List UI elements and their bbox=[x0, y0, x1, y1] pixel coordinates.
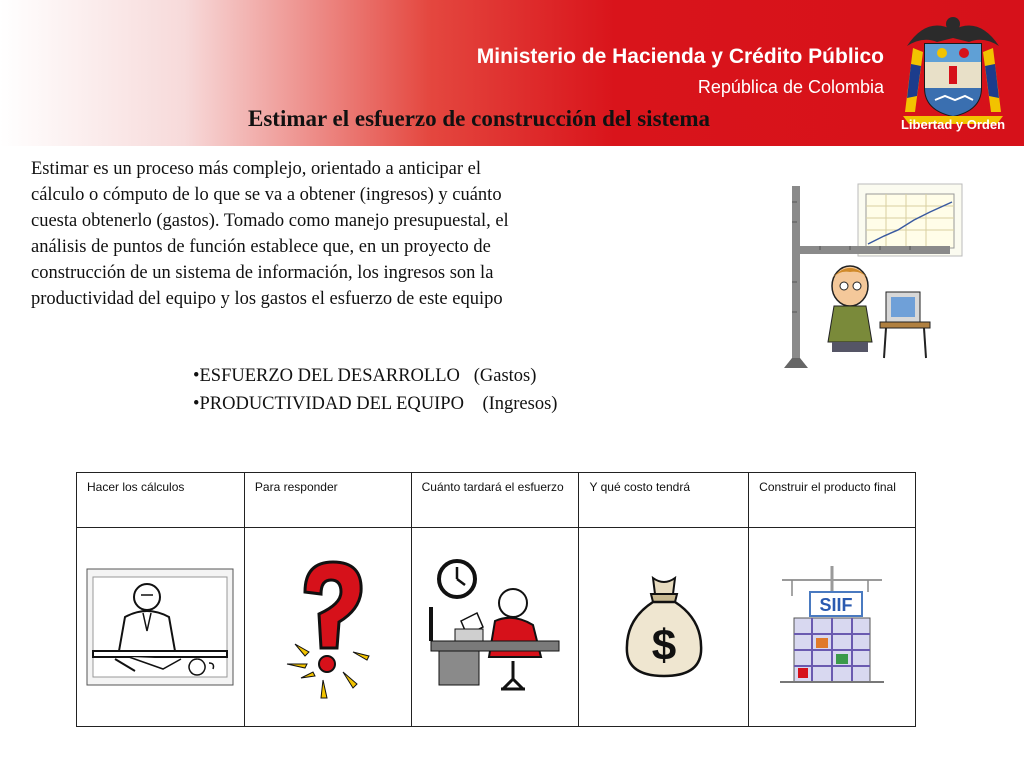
intro-line: cálculo o cómputo de lo que se va a obtener (ingresos) y cuánto bbox=[31, 185, 502, 205]
building-construction-icon bbox=[772, 562, 892, 692]
image-cell bbox=[579, 528, 749, 727]
money-bag-icon bbox=[619, 572, 709, 682]
header-cell: Construir el producto final bbox=[749, 473, 916, 528]
estimation-table bbox=[76, 472, 916, 727]
header-cell: Cuánto tardará el esfuerzo bbox=[411, 473, 579, 528]
intro-line: productividad del equipo y los gastos el esfuerzo de este equipo bbox=[31, 289, 503, 309]
intro-line: cuesta obtenerlo (gastos). Tomado como manejo presupuestal, el bbox=[31, 211, 509, 231]
image-cell bbox=[749, 528, 916, 727]
header-cell: Y qué costo tendrá bbox=[579, 473, 749, 528]
motto: Libertad y Orden bbox=[900, 117, 1006, 132]
table-row bbox=[77, 528, 916, 727]
svg-text:$: $ bbox=[651, 621, 677, 670]
construction-sign-text: SIIF bbox=[819, 595, 853, 615]
clock-worker-icon bbox=[425, 557, 565, 697]
bullet-list bbox=[193, 362, 557, 418]
bullet-team-productivity: •PRODUCTIVIDAD DEL EQUIPO (Ingresos) bbox=[193, 394, 558, 414]
header-cell: Hacer los cálculos bbox=[77, 473, 245, 528]
header-cell: Para responder bbox=[244, 473, 411, 528]
intro-line: Estimar es un proceso más complejo, orientado a anticipar el bbox=[31, 159, 482, 179]
intro-line: análisis de puntos de función establece que, en un proyecto de bbox=[31, 237, 491, 257]
table-header-row bbox=[77, 473, 916, 528]
republic-name: República de Colombia bbox=[697, 77, 884, 97]
intro-paragraph bbox=[31, 156, 641, 312]
image-cell bbox=[411, 528, 579, 727]
intro-line: construcción de un sistema de información, los ingresos son la bbox=[31, 263, 494, 283]
ministry-name: Ministerio de Hacienda y Crédito Público bbox=[476, 45, 884, 68]
man-writing-calculations-icon bbox=[85, 567, 235, 687]
measuring-worker-illustration bbox=[780, 182, 964, 372]
header-banner bbox=[0, 0, 1024, 146]
image-cell bbox=[244, 528, 411, 727]
slide-title: Estimar el esfuerzo de construcción del sistema bbox=[248, 106, 711, 131]
question-mark-icon bbox=[283, 552, 373, 702]
image-cell bbox=[77, 528, 245, 727]
bullet-development-effort: •ESFUERZO DEL DESARROLLO (Gastos) bbox=[193, 366, 537, 386]
